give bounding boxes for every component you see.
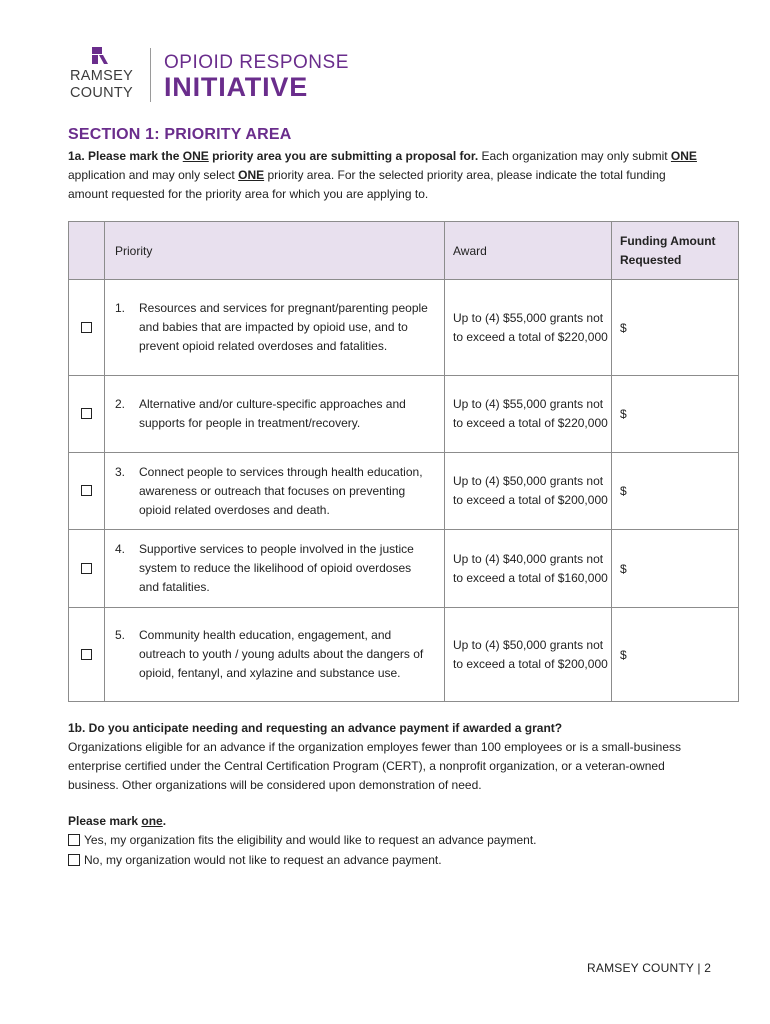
table-row — [69, 376, 739, 453]
priority-number: 3. — [115, 464, 126, 479]
funding-amount-field[interactable]: $ — [612, 530, 739, 608]
q1a-one-emphasis: ONE — [182, 149, 209, 163]
logo-county-line2: COUNTY — [70, 85, 134, 101]
priority-number: 5. — [115, 628, 126, 642]
please-mark-one-emphasis: one — [141, 814, 163, 828]
funding-amount-field[interactable]: $ — [612, 376, 739, 453]
logo-title-line2: INITIATIVE — [164, 72, 309, 102]
priority-number: 1. — [115, 301, 126, 315]
q1b-question: 1b. Do you anticipate needing and requesting an advance payment if awarded a grant? — [68, 721, 563, 735]
q1a-rest3: priority area. For the selected priority area, please indicate the total funding amount requested for the priority area for which you are applying to. — [68, 168, 666, 201]
page-footer: RAMSEY COUNTY | 2 — [587, 961, 712, 975]
priority-cell — [105, 376, 445, 453]
priority-5-checkbox-cell — [69, 608, 105, 702]
funding-amount-field[interactable]: $ — [612, 608, 739, 702]
priority-cell — [105, 530, 445, 608]
please-mark-one — [68, 814, 166, 828]
priority-area-table — [68, 221, 739, 702]
priority-text: Community health education, engagement, and outreach to youth / young adults about the dangers of opioid, fentanyl, and xylazine and substance use. — [139, 628, 424, 680]
table-row — [69, 608, 739, 702]
advance-yes-label: Yes, my organization fits the eligibility and would like to request an advance payment. — [84, 833, 537, 847]
advance-yes-checkbox[interactable] — [68, 834, 80, 846]
header-checkbox-column — [69, 222, 105, 280]
section-title: SECTION 1: PRIORITY AREA — [68, 126, 292, 143]
q1a-lead-end: priority area you are submitting a proposal for. — [208, 149, 479, 163]
q1b-body: Organizations eligible for an advance if the organization employes fewer than 100 employees or is a small-business enterprise certified under the Central Certification Program (CERT), a nonprofit organization, or a veteran-owned business. Other organizations will be considered upon demonstration of need. — [68, 740, 682, 792]
table-row — [69, 280, 739, 376]
priority-4-checkbox[interactable] — [81, 563, 92, 574]
priority-3-checkbox[interactable] — [81, 485, 92, 496]
priority-text: Connect people to services through health education, awareness or outreach that focuses on preventing opioid related overdoses and death. — [139, 464, 423, 517]
priority-number: 2. — [115, 397, 126, 411]
logo-divider — [150, 48, 151, 102]
question-1b — [68, 719, 708, 795]
please-mark-end: . — [162, 814, 167, 828]
question-1a — [68, 147, 708, 204]
q1a-rest1: Each organization may only submit — [478, 149, 671, 163]
advance-no-checkbox[interactable] — [68, 854, 80, 866]
q1a-one-emphasis-3: ONE — [238, 168, 265, 182]
priority-cell — [105, 453, 445, 530]
advance-no-label: No, my organization would not like to request an advance payment. — [84, 853, 442, 867]
logo-county-line1: RAMSEY — [70, 68, 134, 84]
q1a-one-emphasis-2: ONE — [670, 149, 697, 163]
advance-no-option[interactable] — [68, 853, 442, 867]
q1a-lead: 1a. Please mark the — [68, 149, 183, 163]
q1a-rest2: application and may only select — [68, 168, 239, 182]
logo-title-line1: OPIOID RESPONSE — [164, 52, 349, 73]
priority-2-checkbox-cell — [69, 376, 105, 453]
priority-number: 4. — [115, 542, 126, 556]
priority-3-checkbox-cell — [69, 453, 105, 530]
priority-2-checkbox[interactable] — [81, 408, 92, 419]
logo-county-name — [70, 68, 133, 102]
ramsey-r-mark-icon — [90, 46, 110, 66]
funding-amount-field[interactable]: $ — [612, 280, 739, 376]
award-cell: Up to (4) $50,000 grants not to exceed a total of $200,000 — [445, 453, 612, 530]
header-award: Award — [445, 222, 612, 280]
priority-cell — [105, 280, 445, 376]
table-row — [69, 453, 739, 530]
priority-text: Alternative and/or culture-specific approaches and supports for people in treatment/recovery. — [139, 397, 406, 430]
header-priority: Priority — [105, 222, 445, 280]
table-row — [69, 530, 739, 608]
priority-4-checkbox-cell — [69, 530, 105, 608]
priority-text: Supportive services to people involved in the justice system to reduce the likelihood of opioid overdoses and fatalities. — [139, 542, 414, 594]
priority-1-checkbox-cell — [69, 280, 105, 376]
header-funding-amount: Funding Amount Requested — [612, 222, 739, 280]
advance-yes-option[interactable] — [68, 833, 536, 847]
table-header-row — [69, 222, 739, 280]
priority-5-checkbox[interactable] — [81, 649, 92, 660]
ramsey-county-logo — [70, 46, 350, 108]
award-cell: Up to (4) $50,000 grants not to exceed a total of $200,000 — [445, 608, 612, 702]
priority-1-checkbox[interactable] — [81, 322, 92, 333]
funding-amount-field[interactable]: $ — [612, 453, 739, 530]
please-mark-text: Please mark — [68, 814, 142, 828]
award-cell: Up to (4) $55,000 grants not to exceed a total of $220,000 — [445, 280, 612, 376]
priority-text: Resources and services for pregnant/parenting people and babies that are impacted by opioid use, and to prevent opioid related overdoses and fatalities. — [139, 301, 428, 353]
priority-cell — [105, 608, 445, 702]
award-cell: Up to (4) $55,000 grants not to exceed a total of $220,000 — [445, 376, 612, 453]
award-cell: Up to (4) $40,000 grants not to exceed a total of $160,000 — [445, 530, 612, 608]
